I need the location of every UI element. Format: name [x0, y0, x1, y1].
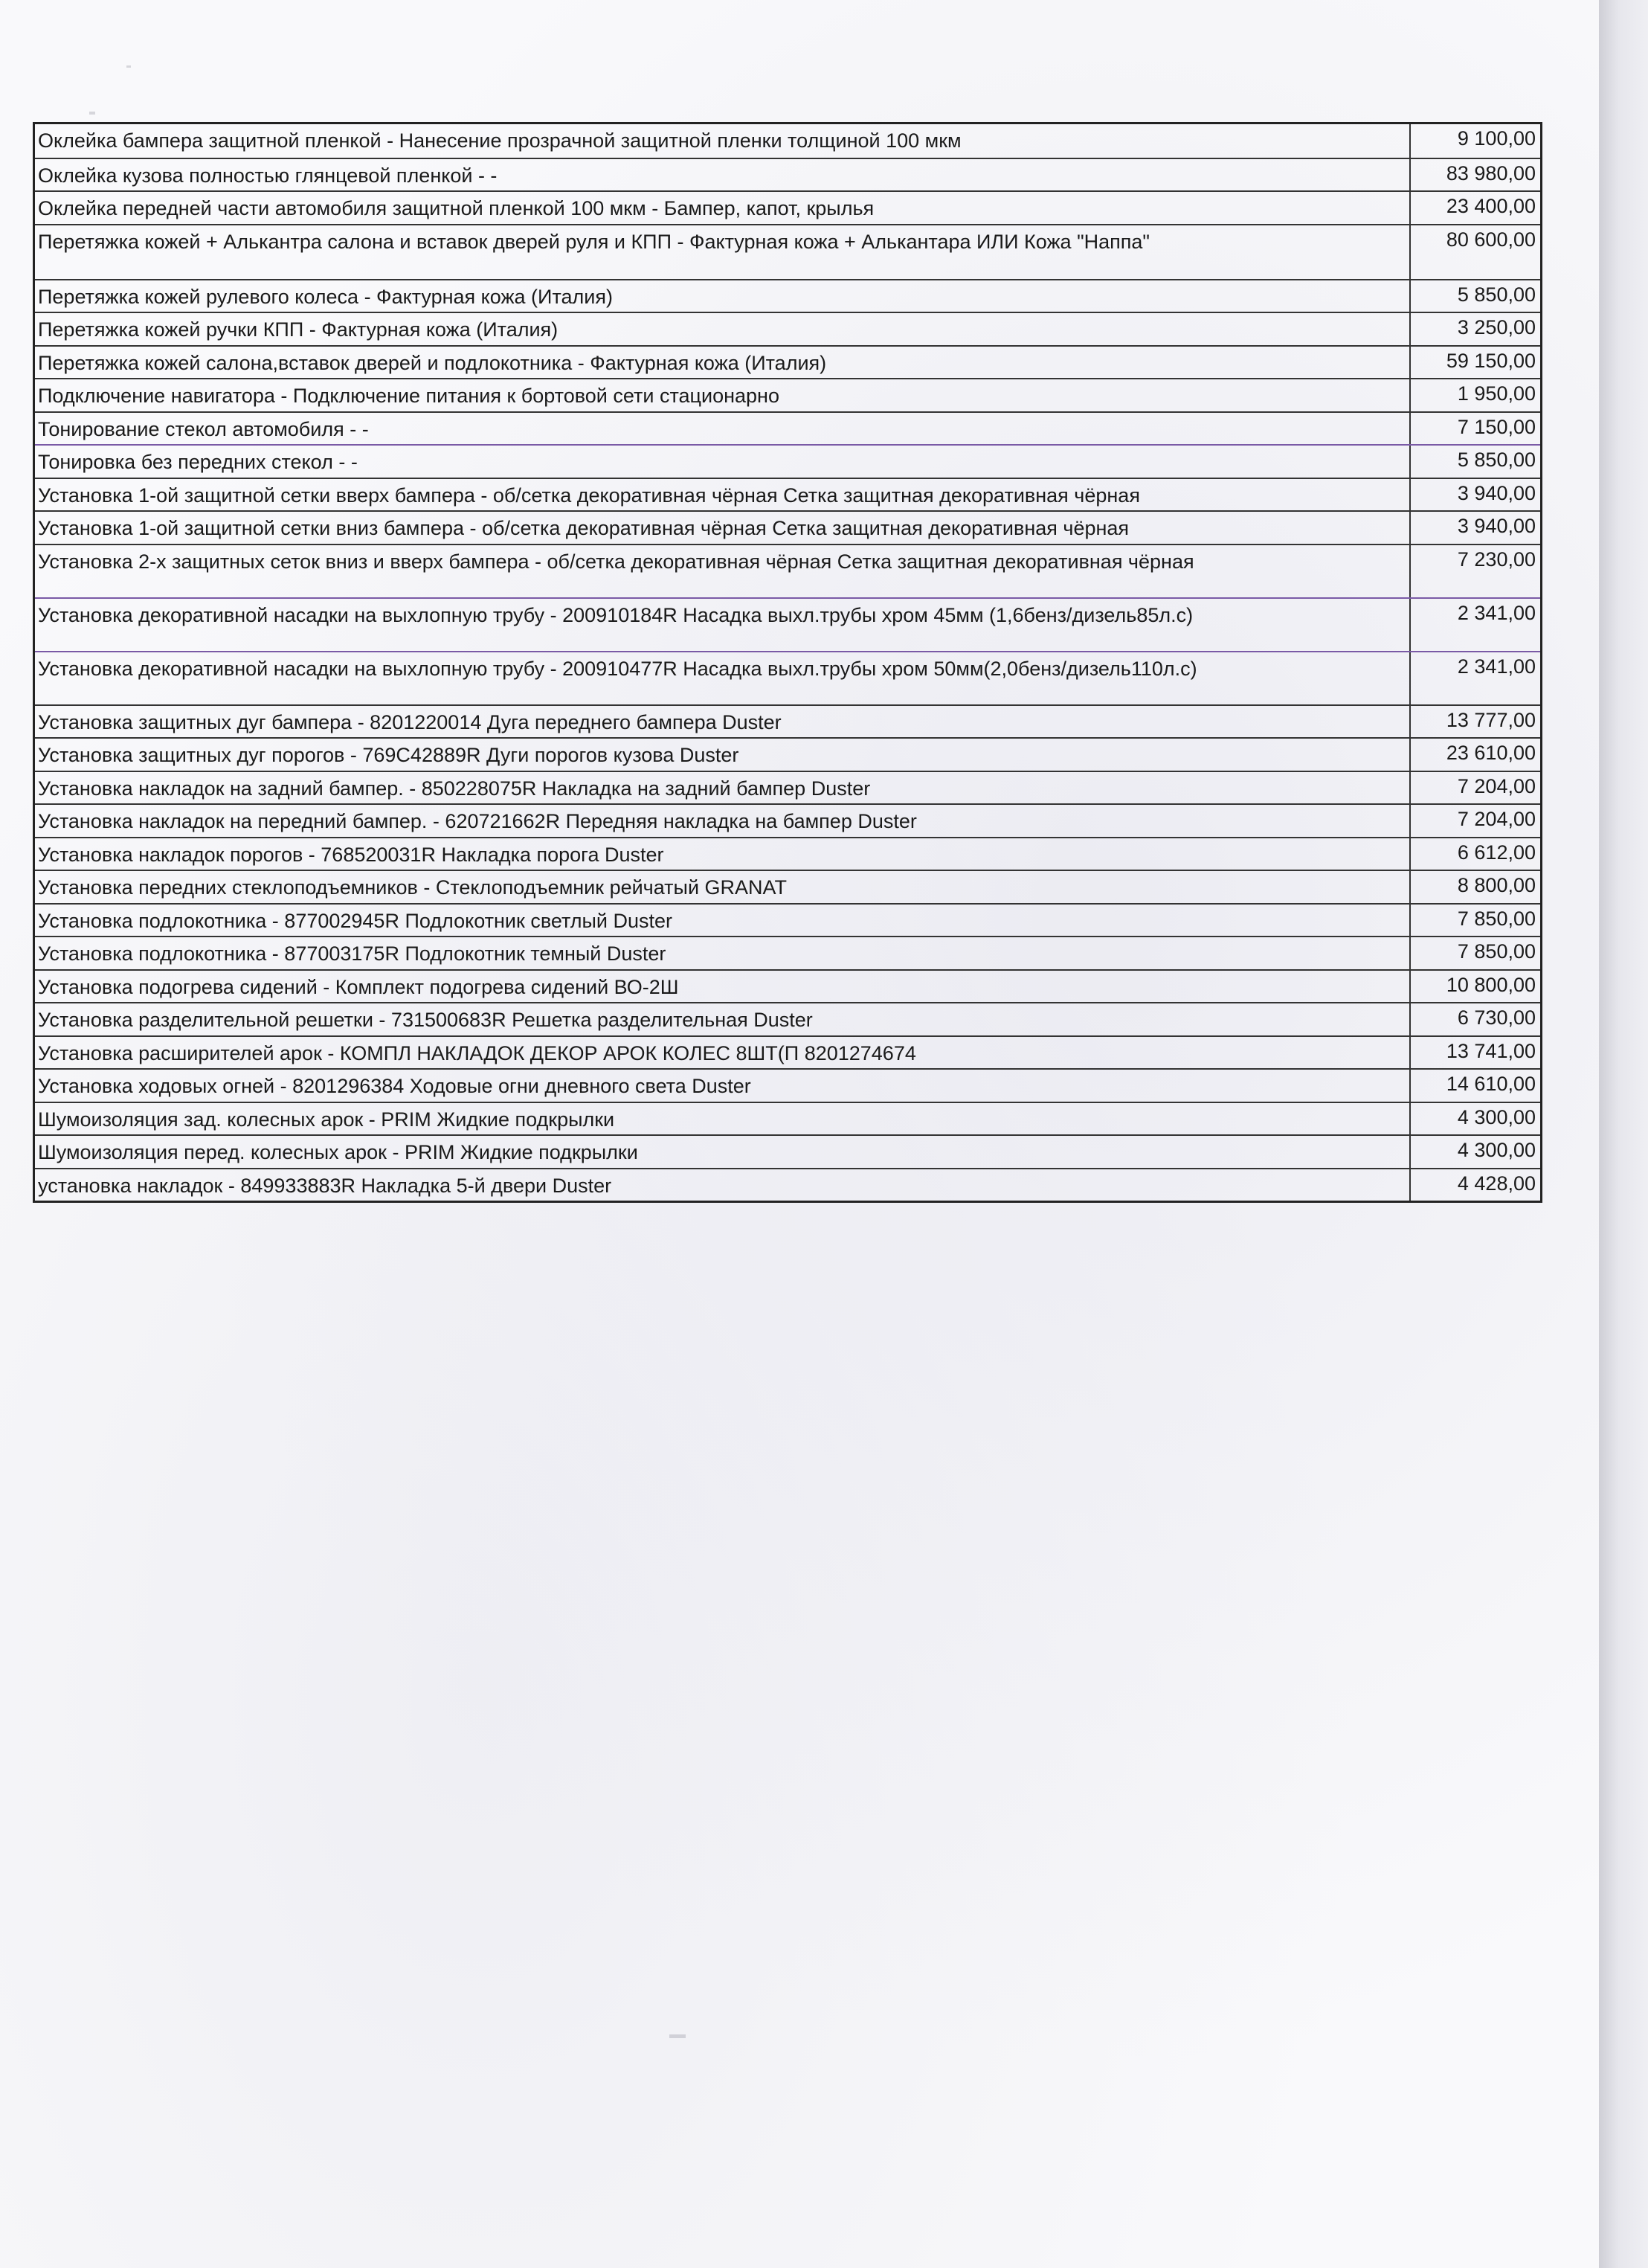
service-amount: 5 850,00 [1457, 283, 1536, 306]
table-row [35, 936, 1540, 969]
service-description: Установка декоративной насадки на выхлопную трубу - 200910477R Насадка выхл.трубы хром 50мм(2,0бенз/дизель110л.с) [35, 652, 1411, 704]
table-row [35, 837, 1540, 870]
service-description: Перетяжка кожей салона,вставок дверей и подлокотника - Фактурная кожа (Италия) [35, 347, 1411, 379]
service-amount: 4 300,00 [1457, 1139, 1536, 1161]
table-row [35, 597, 1540, 651]
table-row [35, 969, 1540, 1003]
table-row [35, 224, 1540, 279]
service-description: Тонировка без передних стекол - - [35, 446, 1411, 478]
table-row [35, 345, 1540, 379]
service-description: Установка 1-ой защитной сетки вверх бампера - об/сетка декоративная чёрная Сетка защитная декоративная чёрная [35, 479, 1411, 511]
service-amount: 14 610,00 [1446, 1073, 1536, 1095]
service-description: Установка подлокотника - 877003175R Подлокотник темный Duster [35, 937, 1411, 969]
service-amount: 23 610,00 [1446, 742, 1536, 764]
service-amount: 13 777,00 [1446, 708, 1536, 731]
service-amount: 4 300,00 [1457, 1105, 1536, 1128]
scan-speck [126, 65, 131, 68]
table-row [35, 378, 1540, 411]
service-amount: 80 600,00 [1446, 228, 1536, 251]
service-description: установка накладок - 849933883R Накладка 5-й двери Duster [35, 1169, 1411, 1201]
table-row [35, 803, 1540, 837]
scan-edge [1599, 0, 1648, 2268]
service-amount: 2 341,00 [1457, 655, 1536, 678]
service-amount: 9 100,00 [1457, 127, 1536, 150]
service-amount: 10 800,00 [1446, 973, 1536, 996]
service-amount: 8 800,00 [1457, 874, 1536, 896]
service-description: Установка защитных дуг бампера - 8201220014 Дуга переднего бампера Duster [35, 706, 1411, 738]
service-description: Перетяжка кожей + Алькантра салона и вставок дверей руля и КПП - Фактурная кожа + Алькантара ИЛИ Кожа "Наппа" [35, 225, 1411, 279]
service-description: Установка расширителей арок - КОМПЛ НАКЛАДОК ДЕКОР АРОК КОЛЕС 8ШТ(П 8201274674 [35, 1037, 1411, 1069]
table-row [35, 1134, 1540, 1168]
service-description: Установка накладок на передний бампер. - 620721662R Передняя накладка на бампер Duster [35, 805, 1411, 837]
service-description: Установка накладок на задний бампер. - 850228075R Накладка на задний бампер Duster [35, 772, 1411, 804]
service-description: Установка 2-х защитных сеток вниз и вверх бампера - об/сетка декоративная чёрная Сетка защитная декоративная чёрная [35, 545, 1411, 597]
table-row [35, 737, 1540, 771]
service-description: Шумоизоляция перед. колесных арок - PRIM Жидкие подкрылки [35, 1136, 1411, 1168]
service-description: Установка подогрева сидений - Комплект подогрева сидений ВО-2Ш [35, 971, 1411, 1003]
service-amount: 6 730,00 [1457, 1006, 1536, 1029]
table-row [35, 444, 1540, 478]
table-row [35, 1068, 1540, 1102]
service-amount: 7 230,00 [1457, 547, 1536, 571]
service-description: Подключение навигатора - Подключение питания к бортовой сети стационарно [35, 379, 1411, 411]
service-description: Установка передних стеклоподъемников - Стеклоподъемник рейчатый GRANAT [35, 871, 1411, 903]
service-description: Перетяжка кожей рулевого колеса - Фактурная кожа (Италия) [35, 280, 1411, 312]
table-row [35, 1002, 1540, 1035]
table-row [35, 124, 1540, 158]
table-row [35, 279, 1540, 312]
service-description: Установка защитных дуг порогов - 769C42889R Дуги порогов кузова Duster [35, 739, 1411, 771]
service-amount: 3 250,00 [1457, 316, 1536, 338]
service-amount: 3 940,00 [1457, 481, 1536, 504]
table-row [35, 1168, 1540, 1201]
service-amount: 7 204,00 [1457, 808, 1536, 830]
scan-speck [669, 2034, 686, 2038]
service-amount: 3 940,00 [1457, 515, 1536, 537]
table-row [35, 771, 1540, 804]
service-amount: 1 950,00 [1457, 382, 1536, 405]
table-row [35, 1035, 1540, 1069]
scan-speck [89, 112, 95, 115]
table-row [35, 411, 1540, 445]
table-row [35, 510, 1540, 544]
service-description: Шумоизоляция зад. колесных арок - PRIM Жидкие подкрылки [35, 1103, 1411, 1135]
table-row [35, 478, 1540, 511]
table-row [35, 870, 1540, 903]
service-amount: 23 400,00 [1446, 195, 1536, 217]
service-description: Установка разделительной решетки - 731500683R Решетка разделительная Duster [35, 1003, 1411, 1035]
service-amount: 7 150,00 [1457, 415, 1536, 438]
service-description: Установка 1-ой защитной сетки вниз бампера - об/сетка декоративная чёрная Сетка защитная декоративная чёрная [35, 512, 1411, 544]
service-amount: 59 150,00 [1446, 349, 1536, 372]
table-row [35, 903, 1540, 937]
service-amount: 2 341,00 [1457, 601, 1536, 624]
service-amount: 6 612,00 [1457, 841, 1536, 864]
table-row [35, 158, 1540, 191]
service-amount: 5 850,00 [1457, 449, 1536, 471]
service-amount: 13 741,00 [1446, 1039, 1536, 1062]
service-amount: 4 428,00 [1457, 1172, 1536, 1195]
service-amount: 83 980,00 [1446, 161, 1536, 184]
service-description: Установка накладок порогов - 768520031R Накладка порога Duster [35, 838, 1411, 870]
service-amount: 7 204,00 [1457, 774, 1536, 797]
service-description: Установка ходовых огней - 8201296384 Ходовые огни дневного света Duster [35, 1070, 1411, 1102]
table-row [35, 544, 1540, 597]
service-amount: 7 850,00 [1457, 907, 1536, 930]
service-description: Тонирование стекол автомобиля - - [35, 413, 1411, 445]
service-description: Оклейка кузова полностью глянцевой пленкой - - [35, 159, 1411, 191]
table-row [35, 312, 1540, 345]
services-table [33, 122, 1542, 1203]
service-description: Оклейка передней части автомобиля защитной пленкой 100 мкм - Бампер, капот, крылья [35, 192, 1411, 224]
table-row [35, 704, 1540, 738]
table-row [35, 1102, 1540, 1135]
service-description: Установка подлокотника - 877002945R Подлокотник светлый Duster [35, 905, 1411, 937]
service-description: Оклейка бампера защитной пленкой - Нанесение прозрачной защитной пленки толщиной 100 мкм [35, 124, 1411, 158]
table-row [35, 190, 1540, 224]
service-description: Установка декоративной насадки на выхлопную трубу - 200910184R Насадка выхл.трубы хром 45мм (1,6бенз/дизель85л.с) [35, 599, 1411, 651]
service-description: Перетяжка кожей ручки КПП - Фактурная кожа (Италия) [35, 313, 1411, 345]
service-amount: 7 850,00 [1457, 940, 1536, 963]
table-row [35, 651, 1540, 704]
